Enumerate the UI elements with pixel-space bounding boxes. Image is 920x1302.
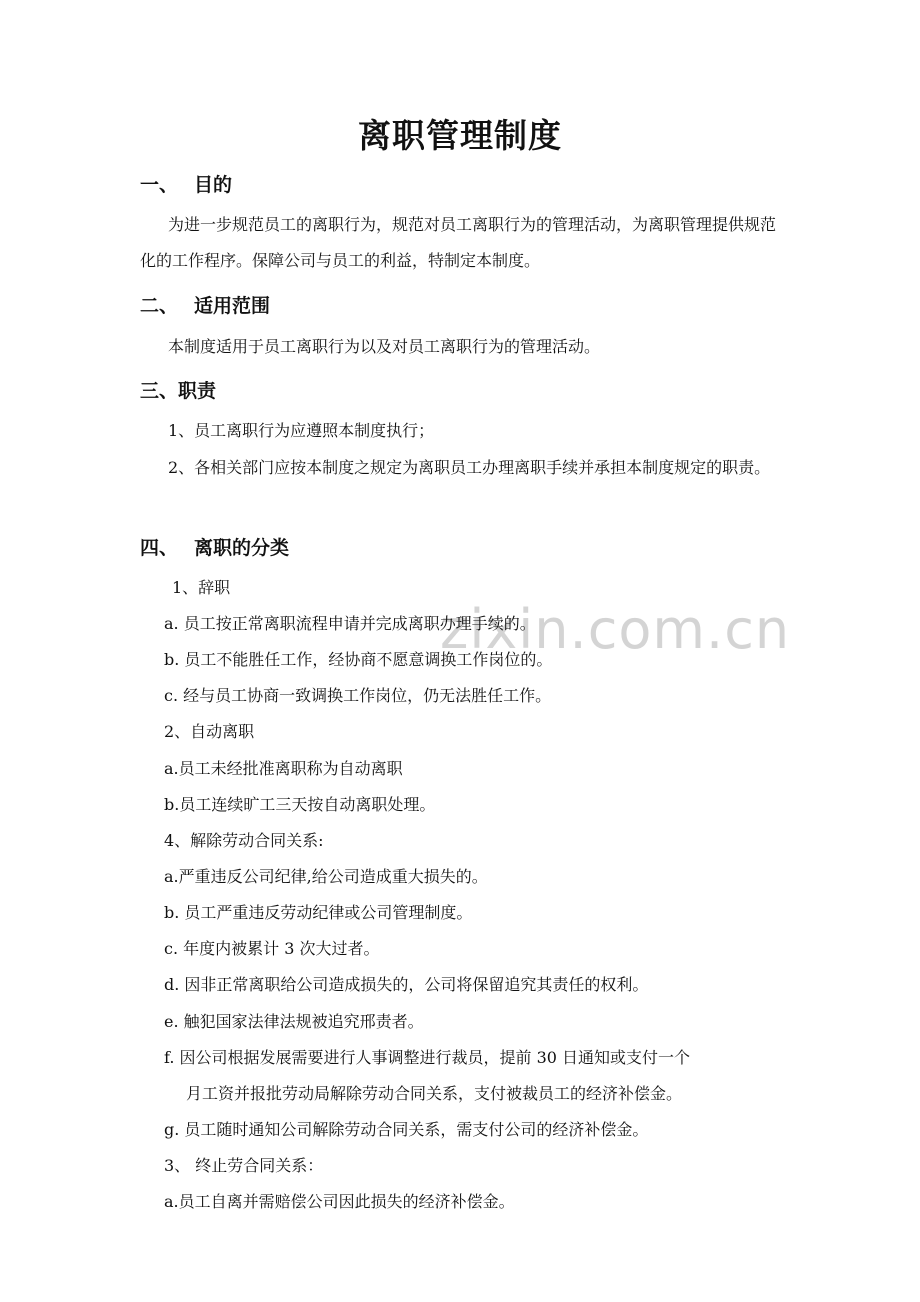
- termination-item-f-line2: 月工资并报批劳动局解除劳动合同关系，支付被裁员工的经济补偿金。: [186, 1084, 683, 1103]
- section-1-number: 一、: [140, 174, 179, 196]
- auto-leave-title: 2、自动离职: [164, 722, 255, 741]
- resign-item-a: a. 员工按正常离职流程申请并完成离职办理手续的。: [164, 614, 536, 633]
- termination-item-b: b. 员工严重违反劳动纪律或公司管理制度。: [164, 903, 473, 922]
- resign-title: 1、辞职: [172, 578, 231, 597]
- contract-end-title: 3、 终止劳合同关系：: [164, 1156, 324, 1175]
- resign-item-c: c. 经与员工协商一致调换工作岗位，仍无法胜任工作。: [164, 686, 552, 705]
- termination-title: 4、解除劳动合同关系:: [164, 831, 324, 850]
- watermark: zixin.com.cn: [440, 598, 791, 661]
- document-title: 离职管理制度: [358, 116, 562, 155]
- termination-item-e: e. 触犯国家法律法规被追究邢责者。: [164, 1012, 424, 1031]
- auto-leave-item-b: b.员工连续旷工三天按自动离职处理。: [164, 795, 436, 814]
- termination-item-d: d. 因非正常离职给公司造成损失的，公司将保留追究其责任的权利。: [164, 975, 649, 994]
- auto-leave-item-a: a.员工未经批准离职称为自动离职: [164, 759, 403, 778]
- termination-item-a: a.严重违反公司纪律,给公司造成重大损失的。: [164, 867, 488, 886]
- duty-item-1: 1、员工离职行为应遵照本制度执行；: [168, 421, 435, 440]
- resign-item-b: b. 员工不能胜任工作，经协商不愿意调换工作岗位的。: [164, 650, 553, 669]
- section-1-paragraph: 为进一步规范员工的离职行为，规范对员工离职行为的管理活动，为离职管理提供规范化的工作程序。保障公司与员工的利益，特制定本制度。: [140, 215, 777, 270]
- section-2-title: 适用范围: [194, 295, 271, 317]
- termination-item-c: c. 年度内被累计 3 次大过者。: [164, 939, 380, 958]
- section-2-heading: [140, 291, 270, 318]
- section-2-paragraph: 本制度适用于员工离职行为以及对员工离职行为的管理活动。: [168, 337, 601, 356]
- termination-item-f-line1: f. 因公司根据发展需要进行人事调整进行裁员，提前 30 日通知或支付一个: [164, 1048, 691, 1067]
- duty-item-2: 2、各相关部门应按本制度之规定为离职员工办理离职手续并承担本制度规定的职责。: [168, 458, 771, 477]
- section-3-heading: 三、职责: [140, 380, 217, 402]
- section-2-number: 二、: [140, 295, 179, 317]
- section-4-title: 离职的分类: [194, 537, 290, 559]
- section-4-heading: [140, 533, 289, 560]
- termination-item-g: g. 员工随时通知公司解除劳动合同关系，需支付公司的经济补偿金。: [164, 1120, 649, 1139]
- section-4-number: 四、: [140, 537, 179, 559]
- section-1-title: 目的: [194, 174, 233, 196]
- section-1-heading: [140, 170, 232, 197]
- contract-end-item-a: a.员工自离并需赔偿公司因此损失的经济补偿金。: [164, 1192, 515, 1211]
